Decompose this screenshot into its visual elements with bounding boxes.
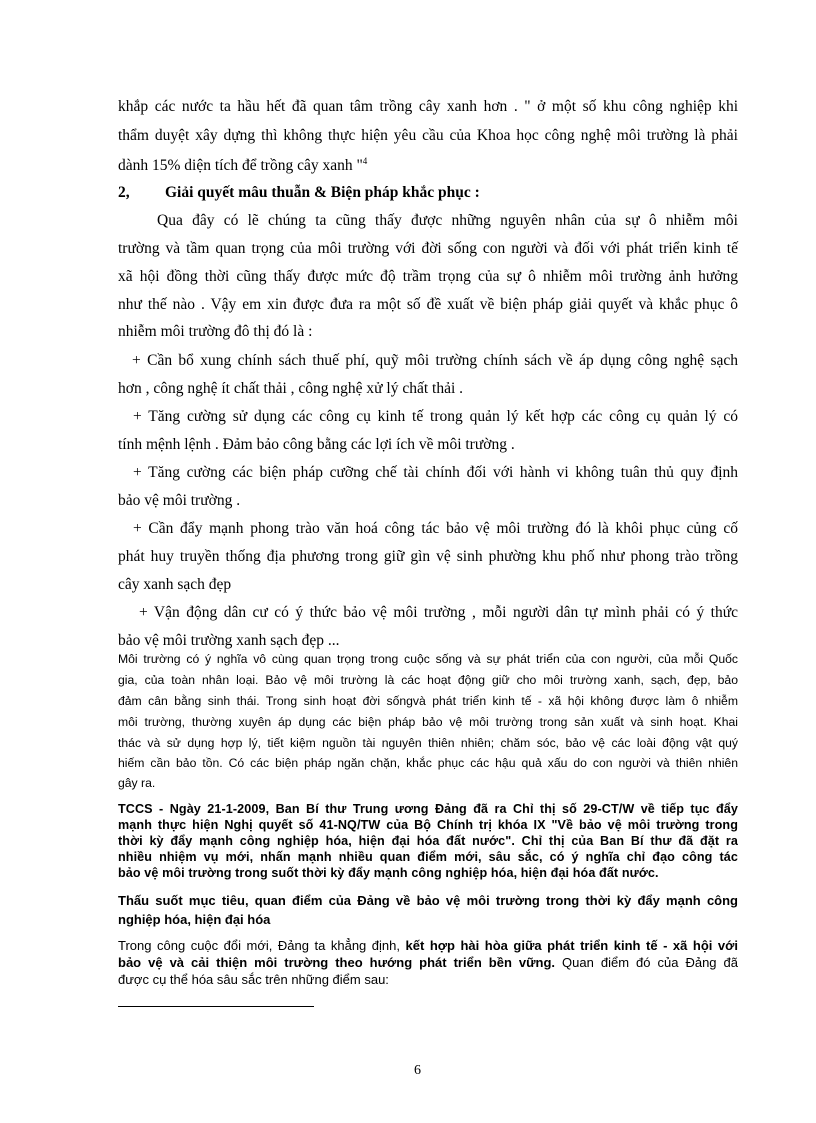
paragraph-line: gây ra.	[118, 776, 156, 790]
subsection-heading-line: Thấu suốt mục tiêu, quan điểm của Đảng về bảo vệ môi trường trong thời kỳ đẩy mạnh công	[118, 893, 738, 908]
paragraph-line: hiếm cần bảo tồn. Có các biện pháp ngăn chặn, khắc phục các hậu quả xấu do con người và thiên nhiên	[118, 756, 738, 770]
paragraph-line: TCCS - Ngày 21-1-2009, Ban Bí thư Trung ương Đảng đã ra Chỉ thị số 29-CT/W về tiếp tục đẩy	[118, 802, 738, 816]
paragraph-text: Trong công cuộc đổi mới, Đảng ta khẳng định,	[118, 938, 406, 953]
paragraph-line: Môi trường có ý nghĩa vô cùng quan trọng trong cuộc sống và sự phát triển của con người, của mỗi Quốc	[118, 652, 738, 666]
paragraph-line: xã hội đồng thời cũng thấy được mức độ trầm trọng của sự ô nhiễm môi trường ảnh hưởng	[118, 268, 738, 285]
paragraph-line: môi trường, thường xuyên áp dụng các biện pháp bảo vệ môi trường trong sản xuất và sinh hoạt. Khai	[118, 715, 738, 729]
bullet-item-line: + Cần đẩy mạnh phong trào văn hoá công tác bảo vệ môi trường đó là khôi phục củng cố	[133, 520, 738, 537]
bullet-item-line: + Tăng cường sử dụng các công cụ kinh tế trong quản lý kết hợp các công cụ quản lý có	[133, 408, 738, 425]
paragraph-line: Qua đây có lẽ chúng ta cũng thấy được những nguyên nhân của sự ô nhiễm môi	[157, 212, 738, 229]
paragraph-text: Quan điểm đó của Đảng đã	[555, 955, 738, 970]
bullet-item-line: phát huy truyền thống địa phương trong giữ gìn vệ sinh phường khu phố như phong trào trồng	[118, 548, 738, 565]
footnote-reference: 4	[362, 156, 368, 166]
bullet-item-line: hơn , công nghệ ít chất thải , công nghệ xử lý chất thải .	[118, 380, 464, 397]
paragraph-line: thời kỳ đẩy mạnh công nghiệp hóa, hiện đại hóa đất nước". Chỉ thị của Ban Bí thư đã đặt ra	[118, 834, 738, 848]
paragraph-text: dành 15% diện tích để trồng cây xanh "	[118, 157, 363, 175]
paragraph-line: trường và tầm quan trọng của môi trường với đời sống con người và đối với phát triển kinh tế	[118, 240, 738, 257]
paragraph-line: được cụ thể hóa sâu sắc trên những điểm sau:	[118, 972, 389, 987]
paragraph-line: như thế nào . Vậy em xin được đưa ra một số đề xuất về biện pháp giải quyết và khắc phục ô	[118, 296, 738, 313]
footnote-separator	[118, 1006, 314, 1007]
section-number: 2,	[118, 184, 130, 201]
bullet-item-line: bảo vệ môi trường .	[118, 492, 241, 509]
subsection-heading-line: nghiệp hóa, hiện đại hóa	[118, 912, 271, 927]
bullet-item-line: + Tăng cường các biện pháp cưỡng chế tài chính đối với hành vi không tuân thủ quy định	[133, 464, 738, 481]
paragraph-line: thẩm duyệt xây dựng thì không thực hiện yêu cầu của Khoa học công nghệ môi trường là phải	[118, 127, 738, 144]
bullet-item-line: + Cần bổ xung chính sách thuế phí, quỹ môi trường chính sách về áp dụng công nghệ sạch	[132, 352, 738, 369]
paragraph-line: nhiễm môi trường đô thị đó là :	[118, 323, 313, 340]
paragraph-line: đảm cân bằng sinh thái. Trong sinh hoạt đời sốngvà phát triển kinh tế - xã hội không được làm ô nhiễm	[118, 694, 738, 708]
paragraph-line: mạnh thực hiện Nghị quyết số 41-NQ/TW của Bộ Chính trị khóa IX "Về bảo vệ môi trường trong	[118, 818, 738, 832]
paragraph-line: nhiều nhiệm vụ mới, nhấn mạnh nhiều quan điểm mới, sâu sắc, có ý nghĩa chỉ đạo công tác	[118, 850, 738, 864]
section-heading: Giải quyết mâu thuẫn & Biện pháp khắc phục :	[165, 184, 480, 201]
bullet-item-line: cây xanh sạch đẹp	[118, 576, 232, 593]
paragraph-line	[118, 156, 367, 175]
page-number: 6	[414, 1063, 421, 1078]
paragraph-line: khắp các nước ta hầu hết đã quan tâm trồng cây xanh hơn . " ở một số khu công nghiệp khi	[118, 98, 738, 115]
paragraph-line	[118, 938, 738, 953]
emphasis-text: kết hợp hài hòa giữa phát triển kinh tế - xã hội với	[405, 938, 738, 953]
bullet-item-line: bảo vệ môi trường xanh sạch đẹp ...	[118, 632, 340, 649]
bullet-item-line: + Vận động dân cư có ý thức bảo vệ môi trường , mỗi người dân tự mình phải có ý thức	[139, 604, 738, 621]
paragraph-line: gia, của toàn nhân loại. Bảo vệ môi trường là các hoạt động giữ cho môi trường xanh, sạch, đẹp, bảo	[118, 673, 738, 687]
bullet-item-line: tính mệnh lệnh . Đảm bảo công bằng các lợi ích về môi trường .	[118, 436, 515, 453]
paragraph-line	[118, 955, 738, 970]
paragraph-line: thác và sử dụng hợp lý, tiết kiệm nguồn tài nguyên thiên nhiên; chăm sóc, bảo vệ các loài động vật quý	[118, 736, 738, 750]
emphasis-text: bảo vệ và cải thiện môi trường theo hướng phát triển bền vững.	[118, 955, 556, 970]
paragraph-line: bảo vệ môi trường trong suốt thời kỳ đẩy mạnh công nghiệp hóa, hiện đại hóa đất nước.	[118, 866, 659, 880]
